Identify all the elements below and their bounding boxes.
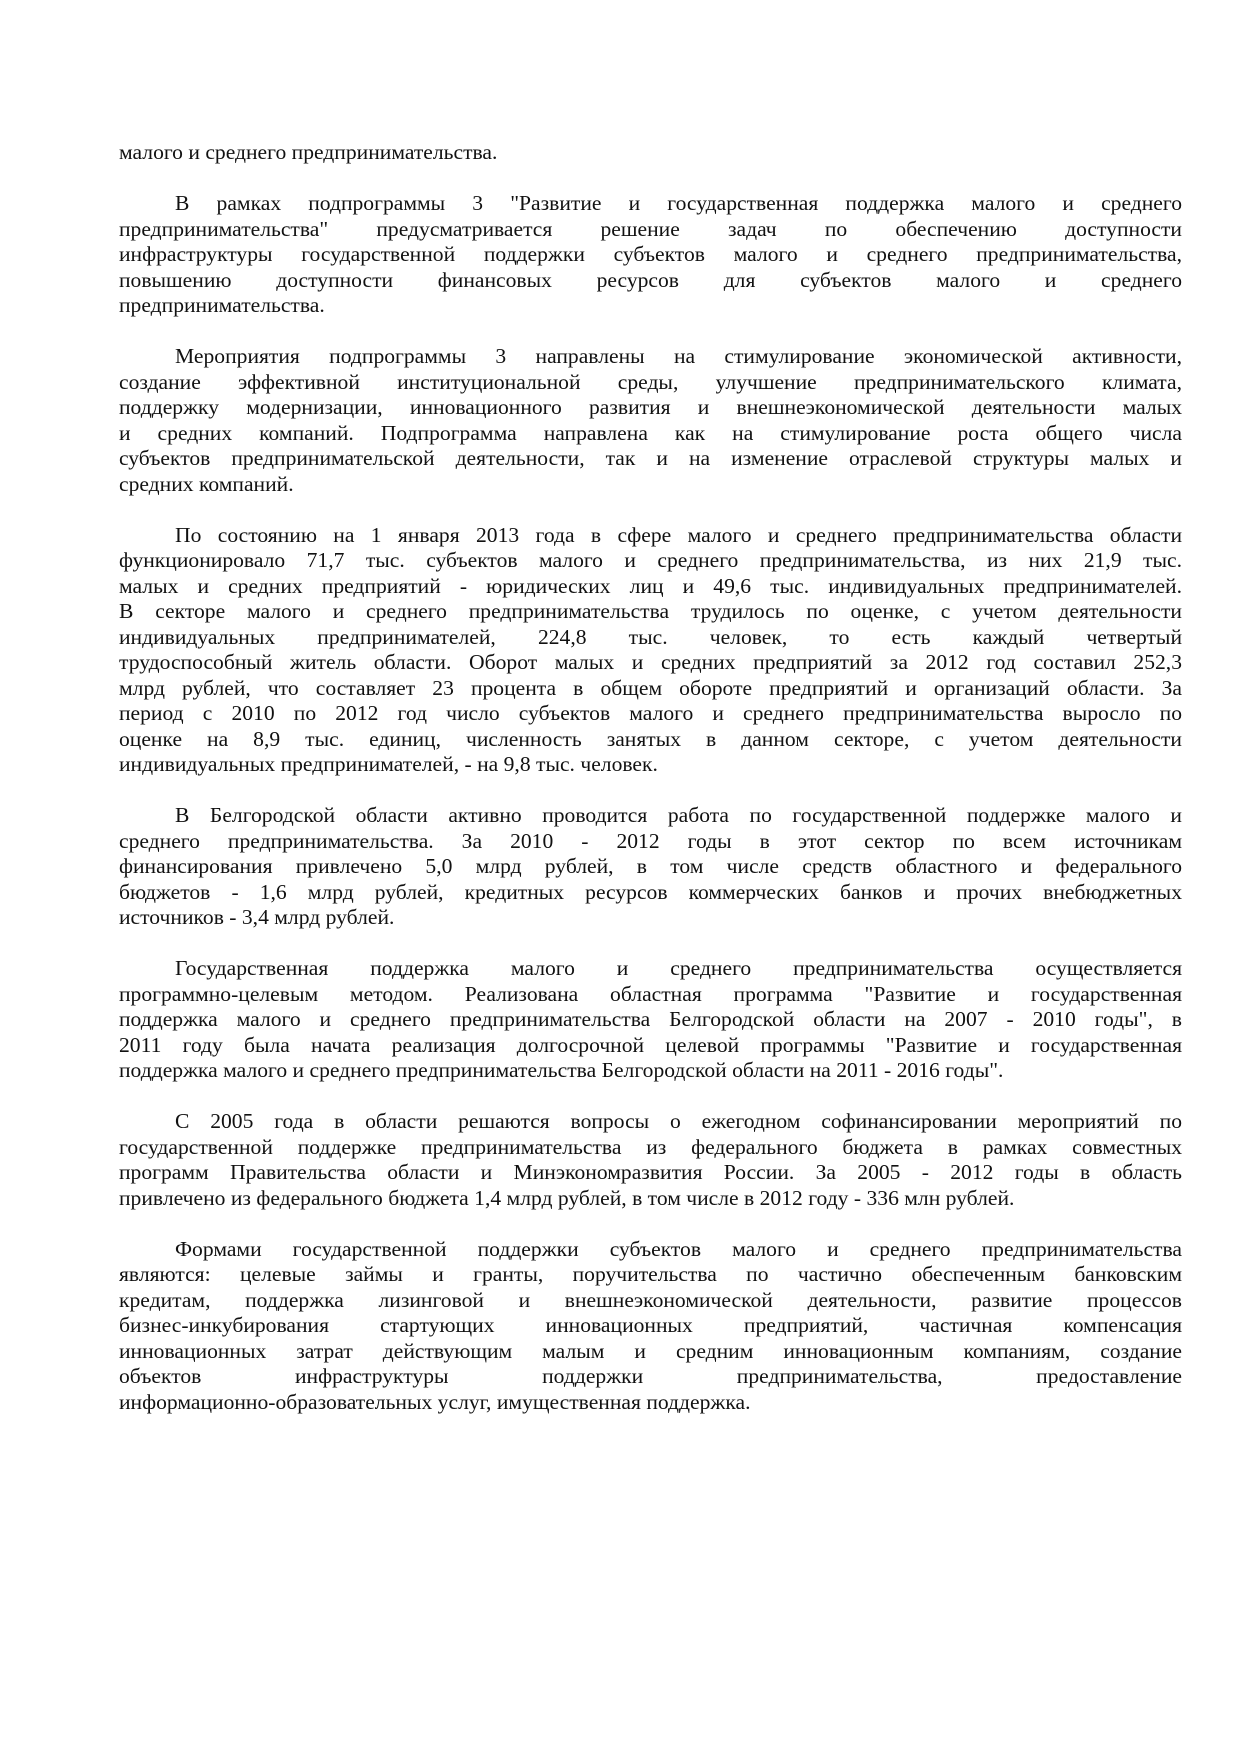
text-line: поддержка малого и среднего предпринимательства Белгородской области на 2011 - 2016 годы".	[119, 1058, 1004, 1082]
text-line: трудоспособный житель области. Оборот малых и средних предприятий за 2012 год составил 252,3	[119, 650, 1182, 674]
paragraph-support-forms	[119, 1237, 1182, 1416]
text-line: средних компаний.	[119, 471, 294, 496]
text-line: малого и среднего предпринимательства.	[119, 140, 498, 164]
text-line: информационно-образовательных услуг, имущественная поддержка.	[119, 1389, 751, 1414]
text-line: С 2005 года в области решаются вопросы о ежегодном софинансировании мероприятий по	[175, 1109, 1182, 1133]
text-line: предпринимательства.	[119, 293, 325, 317]
text-line: привлечено из федерального бюджета 1,4 млрд рублей, в том числе в 2012 году - 336 млн рублей.	[119, 1185, 1015, 1210]
text-line: Мероприятия подпрограммы 3 направлены на стимулирование экономической активности,	[175, 344, 1182, 368]
text-line: малых и средних предприятий - юридических лиц и 49,6 тыс. индивидуальных предпринимателей.	[119, 573, 1182, 598]
text-line: среднего предпринимательства. За 2010 - 2012 годы в этот сектор по всем источникам	[119, 828, 1182, 853]
text-line: индивидуальных предпринимателей, - на 9,8 тыс. человек.	[119, 752, 658, 776]
paragraph-federal-cofinancing	[119, 1109, 1182, 1211]
text-line: источников - 3,4 млрд рублей.	[119, 905, 395, 929]
text-line: инфраструктуры государственной поддержки субъектов малого и среднего предпринимательства,	[119, 242, 1182, 266]
paragraph-program-method	[119, 956, 1182, 1084]
text-line: млрд рублей, что составляет 23 процента в общем обороте предприятий и организаций области. За	[119, 675, 1182, 700]
text-line: В Белгородской области активно проводится работа по государственной поддержке малого и	[175, 803, 1182, 827]
text-line: В рамках подпрограммы 3 "Развитие и государственная поддержка малого и среднего	[175, 191, 1182, 215]
text-line: Формами государственной поддержки субъектов малого и среднего предпринимательства	[175, 1236, 1182, 1261]
text-line: создание эффективной институциональной среды, улучшение предпринимательского климата,	[119, 369, 1182, 394]
text-line: программно-целевым методом. Реализована областная программа "Развитие и государственная	[119, 981, 1182, 1006]
paragraph-subprogram3-tasks	[119, 191, 1182, 319]
paragraph-continuation	[119, 140, 1182, 166]
paragraph-subprogram3-measures	[119, 344, 1182, 497]
text-line: программ Правительства области и Минэкономразвития России. За 2005 - 2012 годы в область	[119, 1160, 1182, 1184]
text-line: поддержка малого и среднего предпринимательства Белгородской области на 2007 - 2010 годы", в	[119, 1007, 1182, 1031]
text-line: индивидуальных предпринимателей, 224,8 тыс. человек, то есть каждый четвертый	[119, 624, 1182, 649]
text-line: В секторе малого и среднего предпринимательства трудилось по оценке, с учетом деятельности	[119, 599, 1182, 623]
text-line: поддержку модернизации, инновационного развития и внешнеэкономической деятельности малых	[119, 395, 1182, 419]
paragraph-statistics-2013	[119, 523, 1182, 778]
text-line: объектов инфраструктуры поддержки предпринимательства, предоставление	[119, 1364, 1182, 1388]
text-line: субъектов предпринимательской деятельности, так и на изменение отраслевой структуры малых и	[119, 446, 1182, 470]
text-line: предпринимательства" предусматривается решение задач по обеспечению доступности	[119, 216, 1182, 241]
text-line: инновационных затрат действующим малым и средним инновационным компаниям, создание	[119, 1338, 1182, 1363]
paragraph-belgorod-funding	[119, 803, 1182, 931]
text-line: функционировало 71,7 тыс. субъектов малого и среднего предпринимательства, из них 21,9 тыс.	[119, 548, 1182, 572]
text-line: По состоянию на 1 января 2013 года в сфере малого и среднего предпринимательства области	[175, 522, 1182, 547]
text-line: государственной поддержке предпринимательства из федерального бюджета в рамках совместных	[119, 1134, 1182, 1159]
text-line: кредитам, поддержка лизинговой и внешнеэкономической деятельности, развитие процессов	[119, 1287, 1182, 1312]
text-line: повышению доступности финансовых ресурсов для субъектов малого и среднего	[119, 267, 1182, 292]
text-line: период с 2010 по 2012 год число субъектов малого и среднего предпринимательства выросло по	[119, 701, 1182, 725]
text-line: бизнес-инкубирования стартующих инновационных предприятий, частичная компенсация	[119, 1313, 1182, 1337]
document-page	[119, 140, 1182, 1441]
text-line: 2011 году была начата реализация долгосрочной целевой программы "Развитие и государственная	[119, 1032, 1182, 1057]
text-line: являются: целевые займы и гранты, поручительства по частично обеспеченным банковским	[119, 1262, 1182, 1286]
text-line: финансирования привлечено 5,0 млрд рублей, в том числе средств областного и федерального	[119, 854, 1182, 878]
text-line: оценке на 8,9 тыс. единиц, численность занятых в данном секторе, с учетом деятельности	[119, 726, 1182, 751]
text-line: Государственная поддержка малого и среднего предпринимательства осуществляется	[175, 956, 1182, 980]
text-line: и средних компаний. Подпрограмма направлена как на стимулирование роста общего числа	[119, 420, 1182, 445]
text-line: бюджетов - 1,6 млрд рублей, кредитных ресурсов коммерческих банков и прочих внебюджетных	[119, 879, 1182, 904]
